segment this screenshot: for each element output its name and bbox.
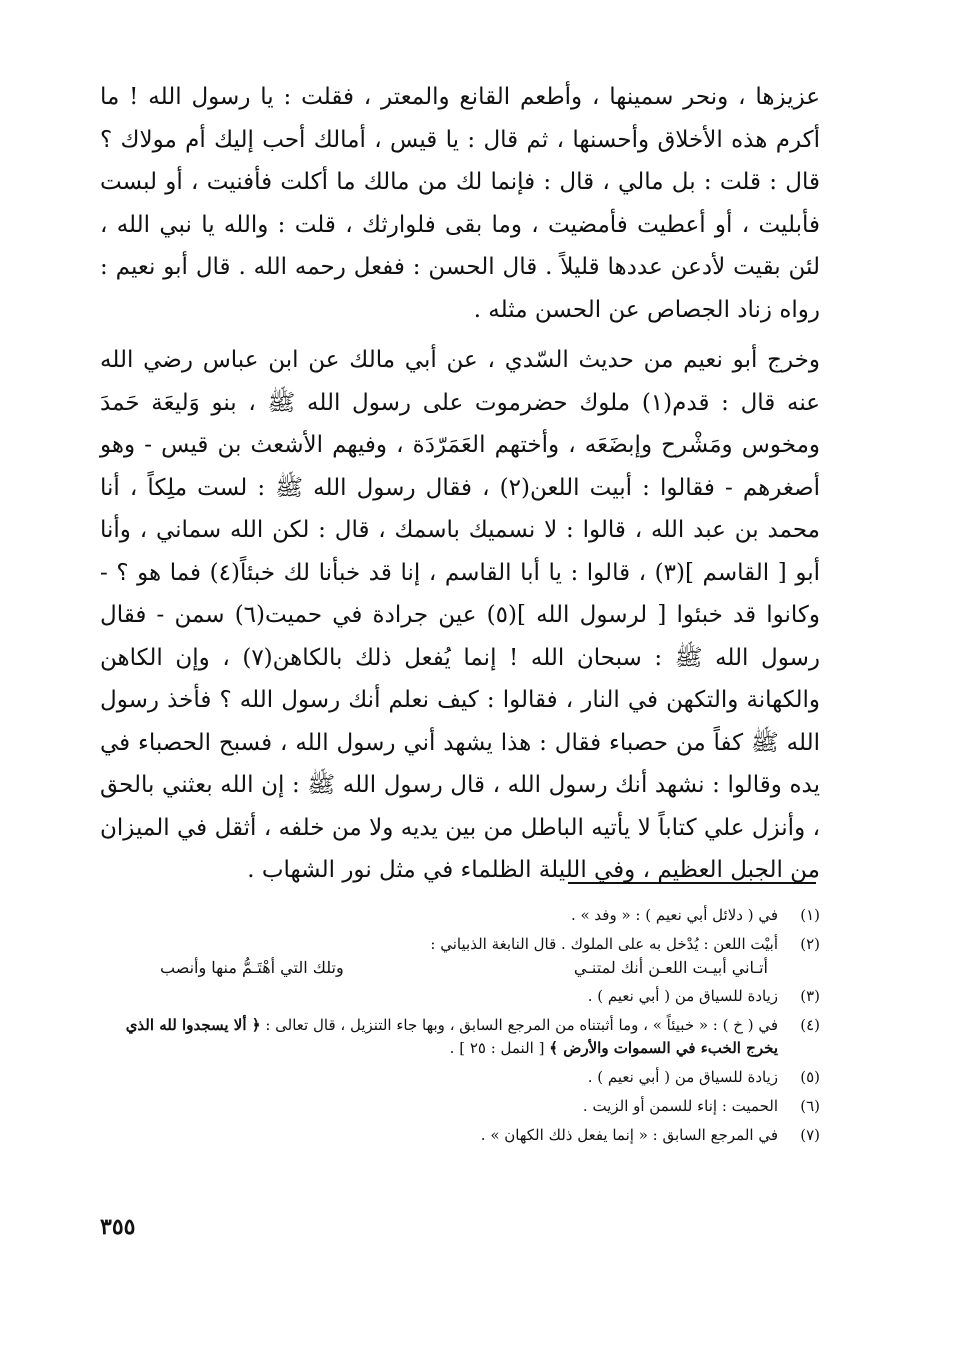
footnote-number: (٤) xyxy=(800,1016,820,1034)
footnote-number: (٥) xyxy=(800,1068,820,1086)
footnote-text: في ( خ ) : « خبيئاً » ، وما أثبتناه من المرجع السابق ، وبها جاء التنزيل ، قال تعالى : xyxy=(265,1016,778,1034)
footnote-number: (٣) xyxy=(800,987,820,1005)
footnote-2 xyxy=(100,933,820,979)
footnote-text: أبيْت اللعن : يُدْخل به على الملوك . قال النابغة الذبياني : xyxy=(430,935,778,953)
footnote-5 xyxy=(100,1066,820,1089)
page-number: ٣٥٥ xyxy=(100,1214,136,1240)
footnote-1 xyxy=(100,904,820,927)
footnote-4 xyxy=(100,1014,820,1060)
footnote-7 xyxy=(100,1124,820,1147)
footnote-text: زيادة للسياق من ( أبي نعيم ) . xyxy=(587,1068,778,1086)
footnote-6 xyxy=(100,1095,820,1118)
paragraph-1: عزيزها ، ونحر سمينها ، وأطعم القانع والمعتر ، فقلت : يا رسول الله ! ما أكرم هذه الأخلاق وأحسنها ، ثم قال : يا قيس ، أمالك أحب إليك أم مولاك ؟ قال : قلت : بل مالي ، قال : فإنما لك من مالك ما أكلت فأفنيت ، أو لبست فأبليت ، أو أعطيت فأمضيت ، وما بقى فلوارثك ، قلت : والله يا نبي الله ، لئن بقيت لأدعن عددها قليلاً . قال الحسن : ففعل رحمه الله . قال أبو نعيم : رواه زناد الجصاص عن الحسن مثله . xyxy=(100,84,820,323)
footnote-number: (٦) xyxy=(800,1097,820,1115)
poetry-verse xyxy=(100,956,778,979)
footnotes xyxy=(100,904,820,1153)
quran-reference: [ النمل : ٢٥ ] . xyxy=(449,1039,545,1057)
footnote-number: (١) xyxy=(800,906,820,924)
footnote-number: (٢) xyxy=(800,935,820,953)
footnote-text: في ( دلائل أبي نعيم ) : « وفد » . xyxy=(570,906,778,924)
footnote-text: زيادة للسياق من ( أبي نعيم ) . xyxy=(587,987,778,1005)
footnote-divider xyxy=(568,882,816,884)
verse-second-half: وتلك التي أهْتَـمُّ منها وأنصب xyxy=(160,958,344,977)
footnote-text: في المرجع السابق : « إنما يفعل ذلك الكهان » . xyxy=(480,1126,778,1144)
footnote-number: (٧) xyxy=(800,1126,820,1144)
quran-quote: ﴿ ألا يسجدوا لله الذي يخرج الخبء في السموات والأرض ﴾ xyxy=(125,1016,778,1057)
paragraph-2: وخرج أبو نعيم من حديث السّدي ، عن أبي مالك عن ابن عباس رضي الله عنه قال : قدم(١) ملوك حضرموت على رسول الله ﷺ ، بنو وَليعَة حَمدَ ومخوس ومَشْرح وإبضَعَه ، وأختهم العَمَرّدَة ، وفيهم الأشعث بن قيس - وهو أصغرهم - فقالوا : أبيت اللعن(٢) ، فقال رسول الله ﷺ : لست ملِكاً ، أنا محمد بن عبد الله ، قالوا : لا نسميك باسمك ، قال : لكن الله سماني ، وأنا أبو [ القاسم ](٣) ، قالوا : يا أبا القاسم ، إنا قد خبأنا لك خبئاً(٤) فما هو ؟ - وكانوا قد خبئوا [ لرسول الله ](٥) عين جرادة في حميت(٦) سمن - فقال رسول الله ﷺ : سبحان الله ! إنما يُفعل ذلك بالكاهن(٧) ، وإن الكاهن والكهانة والتكهن في النار ، فقالوا : كيف نعلم أنك رسول الله ؟ فأخذ رسول الله ﷺ كفاً من حصباء فقال : هذا يشهد أني رسول الله ، فسبح الحصباء في يده وقالوا : نشهد أنك رسول الله ، قال رسول الله ﷺ : إن الله بعثني بالحق ، وأنزل علي كتاباً لا يأتيه الباطل من بين يديه ولا من خلفه ، أثقل في الميزان من الجبل العظيم ، وفي الليلة الظلماء في مثل نور الشهاب . xyxy=(100,347,820,883)
verse-first-half: أتـاني أبيـت اللعـن أنك لمتنـي xyxy=(573,958,768,977)
main-text xyxy=(100,76,820,892)
footnote-text: الحميت : إناء للسمن أو الزيت . xyxy=(582,1097,778,1115)
footnote-3 xyxy=(100,985,820,1008)
